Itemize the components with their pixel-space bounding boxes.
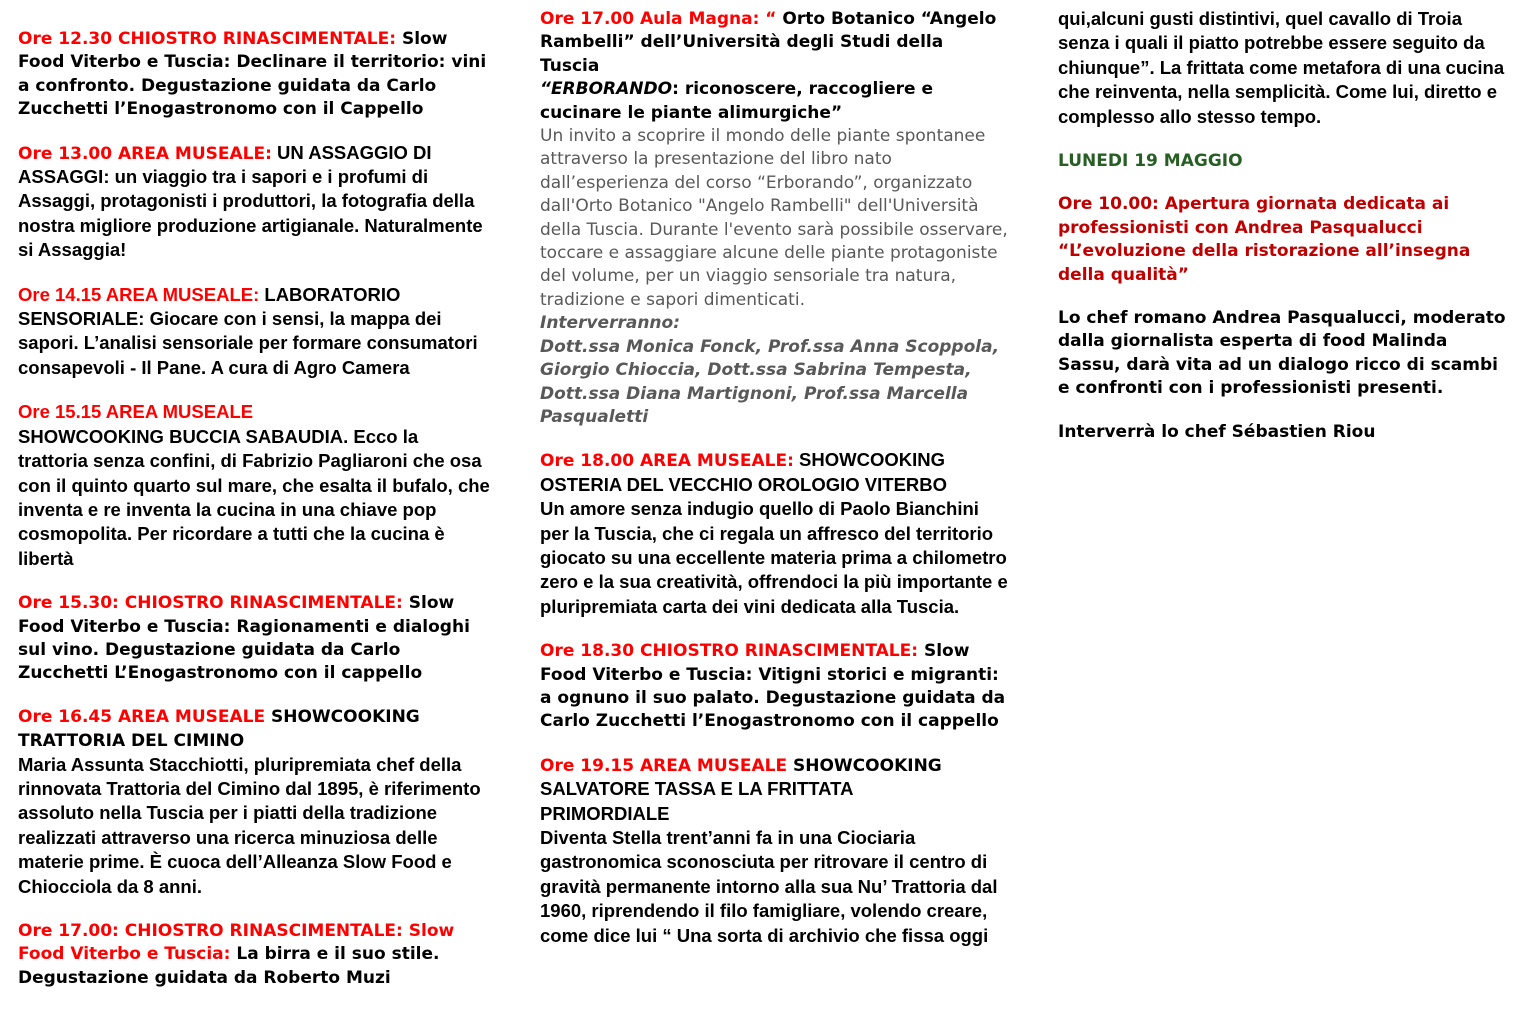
text-run: SHOWCOOKING OSTERIA DEL VECCHIO OROLOGIO VITERBO Un amore senza indugio quello di Paolo Bianchini per la Tuscia, che ci regala un affresco del territorio giocato su una eccellente materia prima a chilometro zero e la sua creatività, offrendoci la più importante e pluripremiata carta dei vini dedicata alla Tuscia. xyxy=(540,449,1008,617)
event-tassa-continuation xyxy=(1058,8,1510,130)
event-ore-1700-chiostro xyxy=(18,920,490,990)
text-run: Ore 18.00 AREA MUSEALE: xyxy=(540,451,794,472)
event-ore-1230-chiostro xyxy=(18,28,490,122)
text-run: Interverranno: Dott.ssa Monica Fonck, Prof.ssa Anna Scoppola, Giorgio Chioccia, Dott.ssa Sabrina Tempesta, Dott.ssa Diana Martignoni, Prof.ssa Marcella Pasqualetti xyxy=(540,313,1000,427)
text-run: SALVATORE TASSA E LA FRITTATA PRIMORDIALE Diventa Stella trent’anni fa in una Ciociaria gastronomica sconosciuta per ritrovare il centro di gravità permanente intorno alla sua Nu’ Trattoria dal 1960, riprendendo il filo famigliare, volendo creare, come dice lui “ Una sorta di archivio che fissa oggi xyxy=(540,778,998,946)
text-run: Un invito a scoprire il mondo delle piante spontanee attraverso la presentazione del libro nato dall’esperienza del corso “Erborando”, organizzato dall'Orto Botanico "Angelo Rambelli" dell'Università della Tuscia. Durante l'evento sarà possibile osservare, toccare e assaggiare alcune delle piante protagoniste del volume, per un viaggio sensoriale tra natura, tradizione e sapori dimenticati. xyxy=(540,126,1008,310)
event-ore-1700-aula-magna xyxy=(540,8,1008,429)
text-run: Ore 15.30: CHIOSTRO RINASCIMENTALE: xyxy=(18,593,403,614)
text-run: Ore 13.00 AREA MUSEALE: xyxy=(18,143,272,164)
column-1 xyxy=(18,28,490,1010)
text-run: Lo chef romano Andrea Pasqualucci, moderato dalla giornalista esperta di food Malinda Sassu, darà vita ad un dialogo ricco di scambi e confronti con i professionisti presenti. xyxy=(1058,308,1506,399)
text-run: LABORATORIO SENSORIALE: Giocare con i sensi, la mappa dei sapori. L’analisi sensoriale per formare consumatori consapevoli - Il Pane. A cura di Agro Camera xyxy=(18,283,478,378)
event-ore-1800-area-museale xyxy=(540,449,1008,620)
text-run: “ERBORANDO xyxy=(540,79,673,100)
text-run: Ore 17.00: CHIOSTRO RINASCIMENTALE: Slow Food Viterbo e Tuscia: xyxy=(18,921,455,965)
text-run: Orto Botanico “Angelo Rambelli” dell’Università degli Studi della Tuscia xyxy=(540,9,997,76)
text-run: La birra e il suo stile. Degustazione guidata da Roberto Muzi xyxy=(18,944,440,988)
text-run: SHOWCOOKING TRATTORIA DEL CIMINO xyxy=(18,706,420,752)
text-run: Ore 16.45 AREA MUSEALE xyxy=(18,706,266,727)
column-3 xyxy=(1058,8,1510,464)
text-run: qui,alcuni gusti distintivi, quel cavallo di Troia senza i quali il piatto potrebbe essere seguito da chiunque”. La frittata come metafora di una cucina che reinventa, nella semplicità. Come lui, diretto e complesso allo stesso tempo. xyxy=(1058,8,1505,127)
text-run: Maria Assunta Stacchiotti, pluripremiata chef della rinnovata Trattoria del Cimino dal 1895, è riferimento assoluto nella Tuscia per i piatti della tradizione realizzati attraverso una ricerca minuziosa delle materie prime. È cuoca dell’Alleanza Slow Food e Chiocciola da 8 anni. xyxy=(18,753,481,897)
text-run: Ore 18.30 CHIOSTRO RINASCIMENTALE: xyxy=(540,641,919,662)
event-ore-1300-area-museale xyxy=(18,142,490,264)
text-run: UN ASSAGGIO DI ASSAGGI: un viaggio tra i sapori e i profumi di Assaggi, protagonisti i produttori, la fotografia della nostra migliore produzione artigianale. Naturalmente si Assaggia! xyxy=(18,141,483,261)
event-ore-1830-chiostro xyxy=(540,640,1008,734)
column-2 xyxy=(540,8,1008,969)
text-run: Slow Food Viterbo e Tuscia: Vitigni storici e migranti: a ognuno il suo palato. Degustazione guidata da Carlo Zucchetti l’Enogastronomo con il cappello xyxy=(540,641,1006,732)
event-ore-1000-apertura xyxy=(1058,193,1510,287)
event-ore-1515-area-museale xyxy=(18,401,490,572)
text-run: Slow Food Viterbo e Tuscia: Declinare il territorio: vini a confronto. Degustazione guidata da Carlo Zucchetti l’Enogastronomo con il Cappello xyxy=(18,29,487,120)
day-heading-lunedi-19-maggio xyxy=(1058,150,1510,173)
text-run: Interverrà lo chef Sébastien Riou xyxy=(1058,421,1376,442)
text-run: SHOWCOOKING BUCCIA SABAUDIA. Ecco la trattoria senza confini, di Fabrizio Pagliaroni che osa con il quinto quarto sul mare, che esalta il bufalo, che inventa e re inventa la cucina in una chiave pop cosmopolita. Per ricordare a tutti che la cucina è libertà xyxy=(18,425,490,569)
event-ore-1530-chiostro xyxy=(18,592,490,686)
text-run: Ore 10.00: Apertura giornata dedicata ai professionisti con Andrea Pasqualucci “L’evoluzione della ristorazione all’insegna della qualità” xyxy=(1058,194,1471,285)
event-pasqualucci-description xyxy=(1058,307,1510,401)
text-run: SHOWCOOKING xyxy=(787,755,942,776)
text-run: Ore 17.00 Aula Magna: “ xyxy=(540,9,777,29)
text-run: : riconoscere, raccogliere e cucinare le piante alimurgiche” xyxy=(540,79,933,123)
text-run: Slow Food Viterbo e Tuscia: Ragionamenti e dialoghi sul vino. Degustazione guidata da Carlo Zucchetti L’Enogastronomo con il cappello xyxy=(18,593,470,684)
text-run: Ore 14.15 AREA MUSEALE: xyxy=(18,283,260,305)
text-run: LUNEDI 19 MAGGIO xyxy=(1058,151,1243,172)
text-run: Ore 19.15 AREA MUSEALE xyxy=(540,755,788,776)
text-run: Ore 15.15 AREA MUSEALE xyxy=(18,401,254,423)
event-sebastien-riou xyxy=(1058,421,1510,444)
event-ore-1915-area-museale xyxy=(540,754,1008,949)
event-ore-1645-area-museale xyxy=(18,706,490,900)
event-ore-1415-area-museale xyxy=(18,284,490,382)
text-run: Ore 12.30 CHIOSTRO RINASCIMENTALE: xyxy=(18,29,397,49)
